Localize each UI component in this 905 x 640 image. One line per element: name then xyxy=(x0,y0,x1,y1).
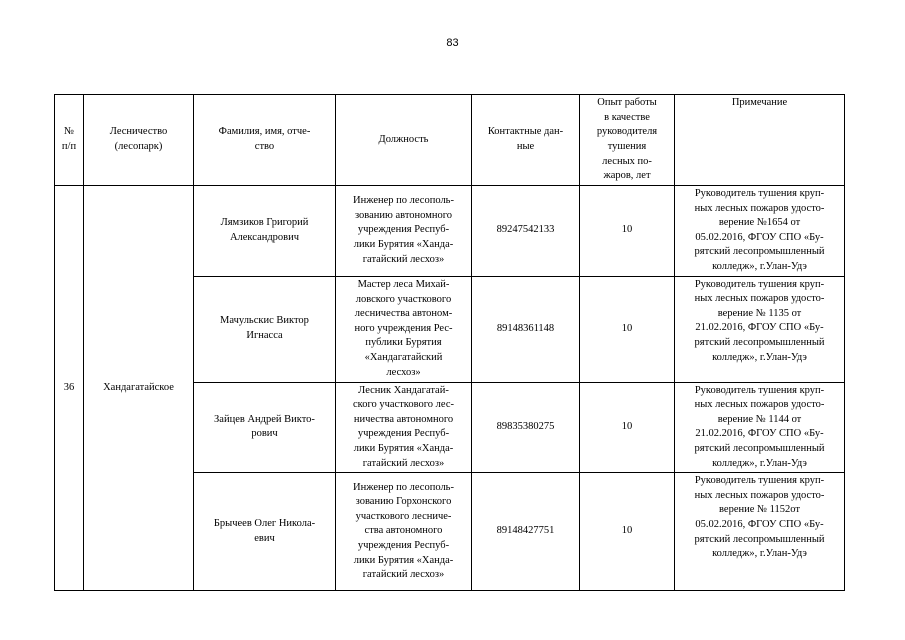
forestry-cell: Хандагатайское xyxy=(84,186,194,591)
header-contact: Контактные дан- ные xyxy=(472,95,580,186)
header-note: Примечание xyxy=(675,95,845,186)
table-row xyxy=(55,186,845,277)
note-cell: Руководитель тушения круп- ных лесных пожаров удосто- верение №1654 от 05.02.2016, ФГОУ СПО «Бу- рятский лесопромышленный колледж», г.Улан-Удэ xyxy=(675,186,845,277)
name-cell: Лямзиков Григорий Александрович xyxy=(194,186,336,277)
position-cell: Мастер леса Михай- ловского участкового лесничества автоном- ного учреждения Рес- публики Бурятия «Хандагатайский лесхоз» xyxy=(336,276,472,382)
contact-cell: 89148361148 xyxy=(472,276,580,382)
note-cell: Руководитель тушения круп- ных лесных пожаров удосто- верение № 1135 от 21.02.2016, ФГОУ СПО «Бу- рятский лесопромышленный колледж», г.Улан-Удэ xyxy=(675,276,845,382)
header-name: Фамилия, имя, отче- ство xyxy=(194,95,336,186)
header-num: № п/п xyxy=(55,95,84,186)
header-forestry: Лесничество (лесопарк) xyxy=(84,95,194,186)
name-cell: Зайцев Андрей Викто- рович xyxy=(194,382,336,473)
position-cell: Инженер по лесополь- зованию Горхонского участкового лесниче- ства автономного учреждения Респуб- лики Бурятия «Ханда- гатайский лесхоз» xyxy=(336,473,472,591)
header-position: Должность xyxy=(336,95,472,186)
experience-cell: 10 xyxy=(580,276,675,382)
position-cell: Инженер по лесополь- зованию автономного учреждения Респуб- лики Бурятия «Ханда- гатайский лесхоз» xyxy=(336,186,472,277)
table-header-row xyxy=(55,95,845,186)
contact-cell: 89148427751 xyxy=(472,473,580,591)
contact-cell: 89247542133 xyxy=(472,186,580,277)
experience-cell: 10 xyxy=(580,186,675,277)
experience-cell: 10 xyxy=(580,473,675,591)
note-cell: Руководитель тушения круп- ных лесных пожаров удосто- верение № 1144 от 21.02.2016, ФГОУ СПО «Бу- рятский лесопромышленный колледж», г.Улан-Удэ xyxy=(675,382,845,473)
name-cell: Брычеев Олег Никола- евич xyxy=(194,473,336,591)
forestry-staff-table xyxy=(54,94,845,591)
note-cell: Руководитель тушения круп- ных лесных пожаров удосто- верение № 1152от 05.02.2016, ФГОУ СПО «Бу- рятский лесопромышленный колледж», г.Улан-Удэ xyxy=(675,473,845,591)
name-cell: Мачульскис Виктор Игнасса xyxy=(194,276,336,382)
contact-cell: 89835380275 xyxy=(472,382,580,473)
position-cell: Лесник Хандагатай- ского участкового лес- ничества автономного учреждения Респуб- лики Бурятия «Ханда- гатайский лесхоз» xyxy=(336,382,472,473)
header-experience: Опыт работы в качестве руководителя тушения лесных по- жаров, лет xyxy=(580,95,675,186)
row-number-cell: 36 xyxy=(55,186,84,591)
page-number: 83 xyxy=(446,37,459,49)
experience-cell: 10 xyxy=(580,382,675,473)
